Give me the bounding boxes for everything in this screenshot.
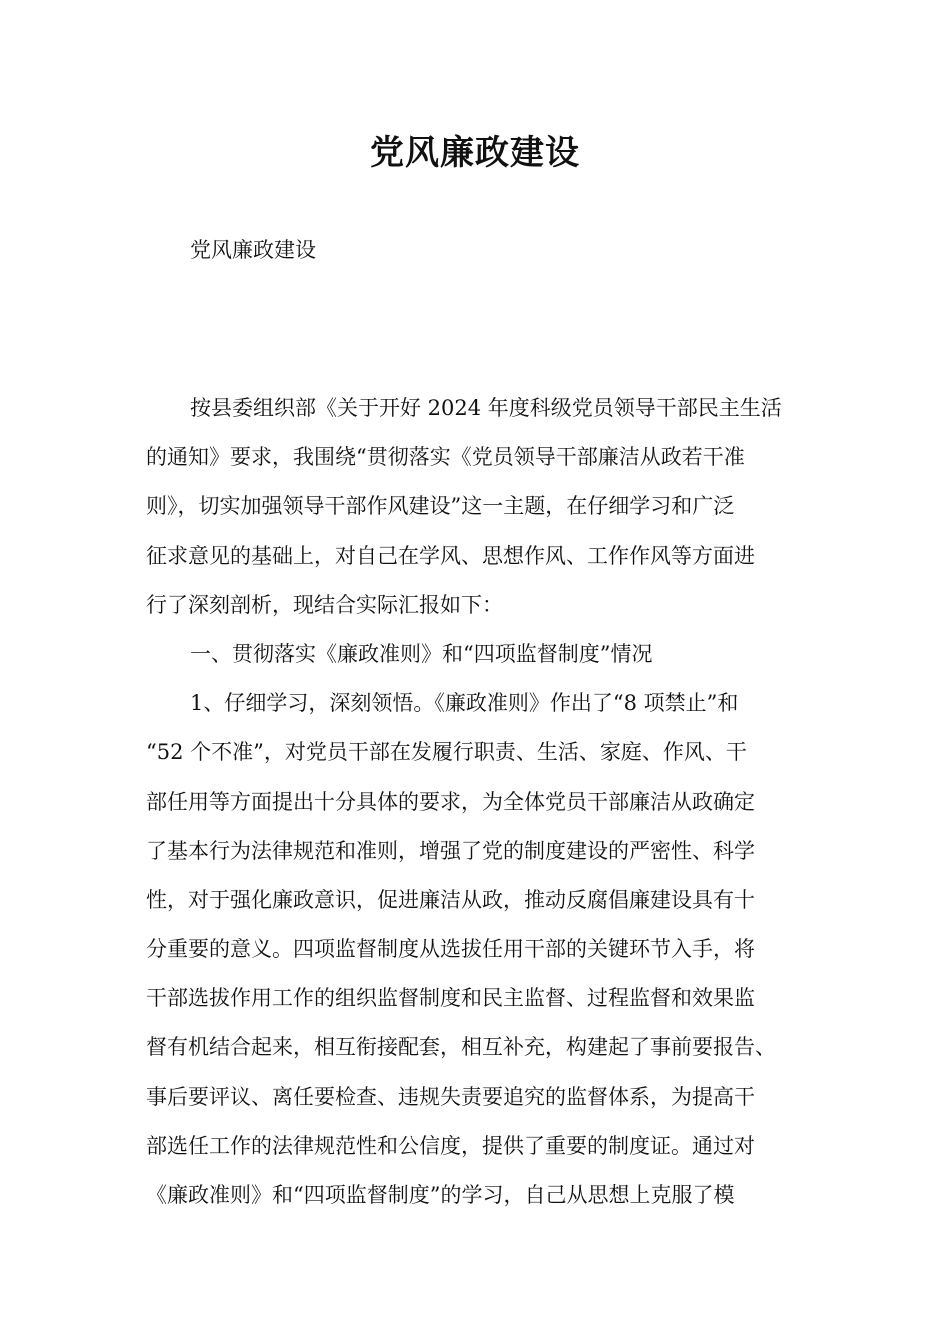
body-line: 分重要的意义。四项监督制度从选拔任用干部的关键环节入手，将 [146,937,755,962]
document-title: 党风廉政建设 [370,133,580,173]
body-line: 则》，切实加强领导干部作风建设”这一主题，在仔细学习和广泛 [146,494,735,519]
body-line: 1、仔细学习，深刻领悟。《廉政准则》作出了“8 项禁止”和 [190,691,739,716]
section-heading: 一、贯彻落实《廉政准则》和“四项监督制度”情况 [190,641,653,666]
body-line: 部任用等方面提出十分具体的要求，为全体党员干部廉洁从政确定 [146,789,755,814]
body-line: “52 个不准”，对党员干部在发履行职责、生活、家庭、作风、干 [146,740,747,765]
body-line: 性，对于强化廉政意识，促进廉洁从政，推动反腐倡廉建设具有十 [146,887,755,912]
body-line: 了基本行为法律规范和准则，增强了党的制度建设的严密性、科学 [146,838,755,863]
document-subtitle: 党风廉政建设 [190,238,316,262]
body-line: 部选任工作的法律规范性和公信度，提供了重要的制度证。通过对 [146,1133,755,1158]
body-line: 征求意见的基础上，对自己在学风、思想作风、工作作风等方面进 [146,543,755,568]
body-line: 行了深刻剖析，现结合实际汇报如下： [146,592,503,617]
body-line: 的通知》要求，我围绕“贯彻落实《党员领导干部廉洁从政若干准 [146,445,745,470]
document-body [146,384,806,1220]
body-line: 干部选拔作用工作的组织监督制度和民主监督、过程监督和效果监 [146,986,755,1011]
body-line: 《廉政准则》和“四项监督制度”的学习，自己从思想上克服了模 [146,1183,735,1207]
body-line: 督有机结合起来，相互衔接配套，相互补充，构建起了事前要报告、 [146,1035,776,1060]
body-line: 事后要评议、离任要检查、违规失责要追究的监督体系，为提高干 [146,1084,755,1109]
body-line: 按县委组织部《关于开好 2024 年度科级党员领导干部民主生活 [190,396,782,420]
